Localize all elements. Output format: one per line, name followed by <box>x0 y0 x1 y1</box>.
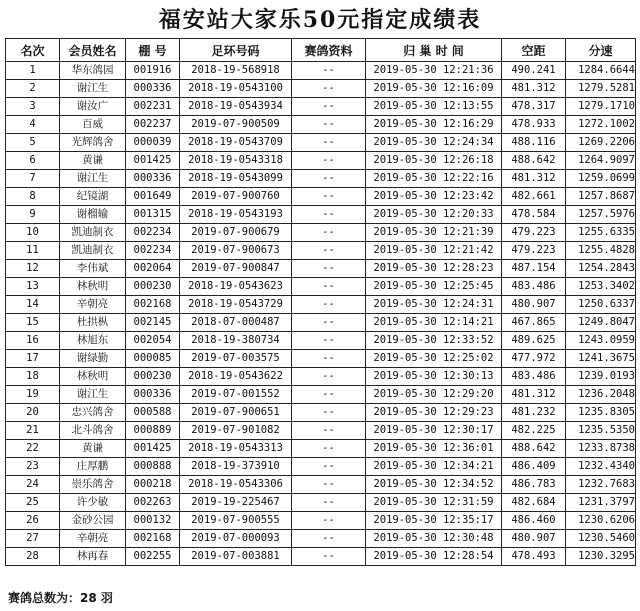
ring-number-cell: 2018-19-0543934 <box>180 98 292 116</box>
table-row <box>6 134 636 152</box>
table-row <box>6 62 636 80</box>
ring-number-cell: 2019-07-900847 <box>180 260 292 278</box>
speed-cell: 1235.8305 <box>566 404 636 422</box>
rank-cell: 8 <box>6 188 60 206</box>
speed-cell: 1233.8738 <box>566 440 636 458</box>
table-row <box>6 386 636 404</box>
table-row <box>6 152 636 170</box>
distance-cell: 482.225 <box>502 422 566 440</box>
pigeon-info-cell: -- <box>292 440 366 458</box>
member-name-cell: 辛朝亮 <box>60 296 126 314</box>
ring-number-cell: 2018-19-568918 <box>180 62 292 80</box>
header-member-name: 会员姓名 <box>60 39 126 62</box>
arrival-time-cell: 2019-05-30 12:25:02 <box>366 350 502 368</box>
distance-cell: 479.223 <box>502 242 566 260</box>
rank-cell: 10 <box>6 224 60 242</box>
arrival-time-cell: 2019-05-30 12:29:23 <box>366 404 502 422</box>
member-name-cell: 谢汝广 <box>60 98 126 116</box>
ring-number-cell: 2019-07-900555 <box>180 512 292 530</box>
distance-cell: 488.642 <box>502 440 566 458</box>
distance-cell: 482.661 <box>502 188 566 206</box>
table-row <box>6 278 636 296</box>
speed-cell: 1257.8687 <box>566 188 636 206</box>
rank-cell: 4 <box>6 116 60 134</box>
member-name-cell: 谢绿勤 <box>60 350 126 368</box>
member-name-cell: 林旭东 <box>60 332 126 350</box>
arrival-time-cell: 2019-05-30 12:24:31 <box>366 296 502 314</box>
speed-cell: 1235.5350 <box>566 422 636 440</box>
arrival-time-cell: 2019-05-30 12:13:55 <box>366 98 502 116</box>
arrival-time-cell: 2019-05-30 12:34:21 <box>366 458 502 476</box>
table-row <box>6 422 636 440</box>
rank-cell: 7 <box>6 170 60 188</box>
ring-number-cell: 2019-07-900673 <box>180 242 292 260</box>
loft-number-cell: 000336 <box>126 170 180 188</box>
pigeon-info-cell: -- <box>292 368 366 386</box>
distance-cell: 483.486 <box>502 368 566 386</box>
distance-cell: 488.642 <box>502 152 566 170</box>
distance-cell: 477.972 <box>502 350 566 368</box>
distance-cell: 478.493 <box>502 548 566 566</box>
member-name-cell: 崇乐鸽舍 <box>60 476 126 494</box>
speed-cell: 1255.4828 <box>566 242 636 260</box>
rank-cell: 16 <box>6 332 60 350</box>
pigeon-info-cell: -- <box>292 98 366 116</box>
loft-number-cell: 002054 <box>126 332 180 350</box>
member-name-cell: 谢榴输 <box>60 206 126 224</box>
member-name-cell: 林再春 <box>60 548 126 566</box>
arrival-time-cell: 2019-05-30 12:16:09 <box>366 80 502 98</box>
pigeon-info-cell: -- <box>292 188 366 206</box>
speed-cell: 1255.6335 <box>566 224 636 242</box>
ring-number-cell: 2019-07-900651 <box>180 404 292 422</box>
loft-number-cell: 002064 <box>126 260 180 278</box>
arrival-time-cell: 2019-05-30 12:16:29 <box>366 116 502 134</box>
rank-cell: 12 <box>6 260 60 278</box>
rank-cell: 27 <box>6 530 60 548</box>
distance-cell: 481.312 <box>502 170 566 188</box>
pigeon-info-cell: -- <box>292 116 366 134</box>
pigeon-info-cell: -- <box>292 296 366 314</box>
loft-number-cell: 002263 <box>126 494 180 512</box>
member-name-cell: 辛朝亮 <box>60 530 126 548</box>
table-header <box>6 39 636 62</box>
arrival-time-cell: 2019-05-30 12:21:39 <box>366 224 502 242</box>
distance-cell: 478.317 <box>502 98 566 116</box>
distance-cell: 481.232 <box>502 404 566 422</box>
speed-cell: 1249.8047 <box>566 314 636 332</box>
loft-number-cell: 000889 <box>126 422 180 440</box>
table-body <box>6 62 636 566</box>
speed-cell: 1239.0193 <box>566 368 636 386</box>
member-name-cell: 华东鸽园 <box>60 62 126 80</box>
member-name-cell: 凯迪制衣 <box>60 242 126 260</box>
member-name-cell: 谢江生 <box>60 170 126 188</box>
pigeon-info-cell: -- <box>292 80 366 98</box>
ring-number-cell: 2019-07-003575 <box>180 350 292 368</box>
arrival-time-cell: 2019-05-30 12:26:18 <box>366 152 502 170</box>
distance-cell: 478.933 <box>502 116 566 134</box>
rank-cell: 23 <box>6 458 60 476</box>
loft-number-cell: 000085 <box>126 350 180 368</box>
pigeon-info-cell: -- <box>292 152 366 170</box>
pigeon-info-cell: -- <box>292 386 366 404</box>
table-row <box>6 98 636 116</box>
speed-cell: 1279.5281 <box>566 80 636 98</box>
ring-number-cell: 2018-19-0543193 <box>180 206 292 224</box>
distance-cell: 481.312 <box>502 80 566 98</box>
table-row <box>6 404 636 422</box>
table-row <box>6 314 636 332</box>
loft-number-cell: 002234 <box>126 242 180 260</box>
loft-number-cell: 000336 <box>126 386 180 404</box>
speed-cell: 1253.3402 <box>566 278 636 296</box>
loft-number-cell: 001315 <box>126 206 180 224</box>
table-row <box>6 206 636 224</box>
loft-number-cell: 000588 <box>126 404 180 422</box>
pigeon-info-cell: -- <box>292 350 366 368</box>
table-row <box>6 260 636 278</box>
speed-cell: 1254.2843 <box>566 260 636 278</box>
member-name-cell: 北斗鸽舍 <box>60 422 126 440</box>
arrival-time-cell: 2019-05-30 12:25:45 <box>366 278 502 296</box>
arrival-time-cell: 2019-05-30 12:23:42 <box>366 188 502 206</box>
member-name-cell: 光辉鸽舍 <box>60 134 126 152</box>
pigeon-info-cell: -- <box>292 206 366 224</box>
pigeon-info-cell: -- <box>292 62 366 80</box>
distance-cell: 478.584 <box>502 206 566 224</box>
speed-cell: 1284.6644 <box>566 62 636 80</box>
loft-number-cell: 001425 <box>126 152 180 170</box>
loft-number-cell: 000132 <box>126 512 180 530</box>
speed-cell: 1257.5976 <box>566 206 636 224</box>
ring-number-cell: 2019-07-900679 <box>180 224 292 242</box>
distance-cell: 488.116 <box>502 134 566 152</box>
ring-number-cell: 2019-07-900509 <box>180 116 292 134</box>
header-speed: 分速 <box>566 39 636 62</box>
rank-cell: 21 <box>6 422 60 440</box>
pigeon-info-cell: -- <box>292 404 366 422</box>
member-name-cell: 百威 <box>60 116 126 134</box>
table-row <box>6 116 636 134</box>
distance-cell: 489.625 <box>502 332 566 350</box>
speed-cell: 1279.1710 <box>566 98 636 116</box>
arrival-time-cell: 2019-05-30 12:36:01 <box>366 440 502 458</box>
header-arrival-time: 归 巢 时 间 <box>366 39 502 62</box>
ring-number-cell: 2018-19-0543709 <box>180 134 292 152</box>
pigeon-info-cell: -- <box>292 512 366 530</box>
member-name-cell: 许少敏 <box>60 494 126 512</box>
arrival-time-cell: 2019-05-30 12:30:48 <box>366 530 502 548</box>
rank-cell: 18 <box>6 368 60 386</box>
ring-number-cell: 2018-19-0543099 <box>180 170 292 188</box>
ring-number-cell: 2018-19-0543622 <box>180 368 292 386</box>
pigeon-info-cell: -- <box>292 224 366 242</box>
speed-cell: 1269.2206 <box>566 134 636 152</box>
rank-cell: 2 <box>6 80 60 98</box>
arrival-time-cell: 2019-05-30 12:14:21 <box>366 314 502 332</box>
member-name-cell: 黄谦 <box>60 440 126 458</box>
arrival-time-cell: 2019-05-30 12:21:42 <box>366 242 502 260</box>
rank-cell: 6 <box>6 152 60 170</box>
table-row <box>6 332 636 350</box>
ring-number-cell: 2018-19-0543623 <box>180 278 292 296</box>
distance-cell: 481.312 <box>502 386 566 404</box>
member-name-cell: 纪镜湖 <box>60 188 126 206</box>
arrival-time-cell: 2019-05-30 12:33:52 <box>366 332 502 350</box>
rank-cell: 26 <box>6 512 60 530</box>
distance-cell: 467.865 <box>502 314 566 332</box>
table-row <box>6 296 636 314</box>
distance-cell: 486.460 <box>502 512 566 530</box>
pigeon-info-cell: -- <box>292 422 366 440</box>
pigeon-info-cell: -- <box>292 260 366 278</box>
loft-number-cell: 000888 <box>126 458 180 476</box>
ring-number-cell: 2018-19-0543100 <box>180 80 292 98</box>
speed-cell: 1259.0699 <box>566 170 636 188</box>
distance-cell: 486.409 <box>502 458 566 476</box>
distance-cell: 490.241 <box>502 62 566 80</box>
loft-number-cell: 002145 <box>126 314 180 332</box>
member-name-cell: 黄谦 <box>60 152 126 170</box>
distance-cell: 479.223 <box>502 224 566 242</box>
header-distance: 空距 <box>502 39 566 62</box>
speed-cell: 1232.4340 <box>566 458 636 476</box>
arrival-time-cell: 2019-05-30 12:31:59 <box>366 494 502 512</box>
speed-cell: 1232.7683 <box>566 476 636 494</box>
distance-cell: 482.684 <box>502 494 566 512</box>
pigeon-info-cell: -- <box>292 170 366 188</box>
loft-number-cell: 001649 <box>126 188 180 206</box>
pigeon-info-cell: -- <box>292 530 366 548</box>
distance-cell: 480.907 <box>502 296 566 314</box>
table-row <box>6 80 636 98</box>
distance-cell: 480.907 <box>502 530 566 548</box>
pigeon-info-cell: -- <box>292 278 366 296</box>
table-row <box>6 440 636 458</box>
table-row <box>6 188 636 206</box>
loft-number-cell: 002231 <box>126 98 180 116</box>
header-loft-number: 棚 号 <box>126 39 180 62</box>
member-name-cell: 林秋明 <box>60 278 126 296</box>
arrival-time-cell: 2019-05-30 12:24:34 <box>366 134 502 152</box>
header-ring-number: 足环号码 <box>180 39 292 62</box>
rank-cell: 3 <box>6 98 60 116</box>
ring-number-cell: 2018-07-000487 <box>180 314 292 332</box>
speed-cell: 1231.3797 <box>566 494 636 512</box>
ring-number-cell: 2018-19-373910 <box>180 458 292 476</box>
rank-cell: 24 <box>6 476 60 494</box>
speed-cell: 1230.6206 <box>566 512 636 530</box>
table-row <box>6 224 636 242</box>
ring-number-cell: 2018-19-0543313 <box>180 440 292 458</box>
member-name-cell: 李伟斌 <box>60 260 126 278</box>
table-row <box>6 170 636 188</box>
loft-number-cell: 002255 <box>126 548 180 566</box>
speed-cell: 1250.6337 <box>566 296 636 314</box>
table-row <box>6 458 636 476</box>
ring-number-cell: 2019-07-001552 <box>180 386 292 404</box>
arrival-time-cell: 2019-05-30 12:21:36 <box>366 62 502 80</box>
rank-cell: 5 <box>6 134 60 152</box>
loft-number-cell: 000336 <box>126 80 180 98</box>
loft-number-cell: 001916 <box>126 62 180 80</box>
loft-number-cell: 000230 <box>126 368 180 386</box>
rank-cell: 20 <box>6 404 60 422</box>
arrival-time-cell: 2019-05-30 12:30:13 <box>366 368 502 386</box>
arrival-time-cell: 2019-05-30 12:28:54 <box>366 548 502 566</box>
table-row <box>6 494 636 512</box>
member-name-cell: 庄厚鹏 <box>60 458 126 476</box>
ring-number-cell: 2019-19-225467 <box>180 494 292 512</box>
member-name-cell: 杜拱枞 <box>60 314 126 332</box>
header-row <box>6 39 636 62</box>
rank-cell: 28 <box>6 548 60 566</box>
page-title: 福安站大家乐50元指定成绩表 <box>158 7 482 33</box>
loft-number-cell: 002237 <box>126 116 180 134</box>
member-name-cell: 凯迪制衣 <box>60 224 126 242</box>
pigeon-info-cell: -- <box>292 476 366 494</box>
speed-cell: 1236.2048 <box>566 386 636 404</box>
table-row <box>6 242 636 260</box>
member-name-cell: 谢江生 <box>60 80 126 98</box>
ring-number-cell: 2019-07-900760 <box>180 188 292 206</box>
distance-cell: 487.154 <box>502 260 566 278</box>
table-row <box>6 350 636 368</box>
speed-cell: 1230.5460 <box>566 530 636 548</box>
total-count: 赛鸽总数为：28 羽 <box>8 591 113 605</box>
member-name-cell: 金砂公园 <box>60 512 126 530</box>
table-row <box>6 512 636 530</box>
rank-cell: 1 <box>6 62 60 80</box>
arrival-time-cell: 2019-05-30 12:29:20 <box>366 386 502 404</box>
ring-number-cell: 2019-07-000093 <box>180 530 292 548</box>
member-name-cell: 忠兴鸽舍 <box>60 404 126 422</box>
member-name-cell: 林秋明 <box>60 368 126 386</box>
table-row <box>6 368 636 386</box>
pigeon-info-cell: -- <box>292 242 366 260</box>
rank-cell: 14 <box>6 296 60 314</box>
rank-cell: 22 <box>6 440 60 458</box>
speed-cell: 1230.3295 <box>566 548 636 566</box>
rank-cell: 25 <box>6 494 60 512</box>
pigeon-info-cell: -- <box>292 494 366 512</box>
ring-number-cell: 2019-07-003881 <box>180 548 292 566</box>
loft-number-cell: 002168 <box>126 296 180 314</box>
rank-cell: 15 <box>6 314 60 332</box>
ring-number-cell: 2018-19-0543306 <box>180 476 292 494</box>
pigeon-info-cell: -- <box>292 314 366 332</box>
pigeon-info-cell: -- <box>292 332 366 350</box>
header-rank: 名次 <box>6 39 60 62</box>
arrival-time-cell: 2019-05-30 12:30:17 <box>366 422 502 440</box>
rank-cell: 11 <box>6 242 60 260</box>
header-pigeon-info: 赛鸽资料 <box>292 39 366 62</box>
distance-cell: 486.783 <box>502 476 566 494</box>
arrival-time-cell: 2019-05-30 12:20:33 <box>366 206 502 224</box>
speed-cell: 1264.9097 <box>566 152 636 170</box>
table-row <box>6 548 636 566</box>
arrival-time-cell: 2019-05-30 12:35:17 <box>366 512 502 530</box>
ring-number-cell: 2018-19-0543318 <box>180 152 292 170</box>
loft-number-cell: 000218 <box>126 476 180 494</box>
speed-cell: 1272.1002 <box>566 116 636 134</box>
pigeon-info-cell: -- <box>292 134 366 152</box>
loft-number-cell: 000230 <box>126 278 180 296</box>
loft-number-cell: 002168 <box>126 530 180 548</box>
rank-cell: 19 <box>6 386 60 404</box>
ring-number-cell: 2019-07-901082 <box>180 422 292 440</box>
member-name-cell: 谢江生 <box>60 386 126 404</box>
pigeon-info-cell: -- <box>292 458 366 476</box>
arrival-time-cell: 2019-05-30 12:22:16 <box>366 170 502 188</box>
table-row <box>6 476 636 494</box>
results-table <box>5 38 636 566</box>
loft-number-cell: 001425 <box>126 440 180 458</box>
rank-cell: 13 <box>6 278 60 296</box>
rank-cell: 17 <box>6 350 60 368</box>
ring-number-cell: 2018-19-0543729 <box>180 296 292 314</box>
pigeon-info-cell: -- <box>292 548 366 566</box>
loft-number-cell: 002234 <box>126 224 180 242</box>
arrival-time-cell: 2019-05-30 12:34:52 <box>366 476 502 494</box>
ring-number-cell: 2018-19-380734 <box>180 332 292 350</box>
table-row <box>6 530 636 548</box>
speed-cell: 1243.0959 <box>566 332 636 350</box>
arrival-time-cell: 2019-05-30 12:28:23 <box>366 260 502 278</box>
distance-cell: 483.486 <box>502 278 566 296</box>
speed-cell: 1241.3675 <box>566 350 636 368</box>
rank-cell: 9 <box>6 206 60 224</box>
loft-number-cell: 000039 <box>126 134 180 152</box>
